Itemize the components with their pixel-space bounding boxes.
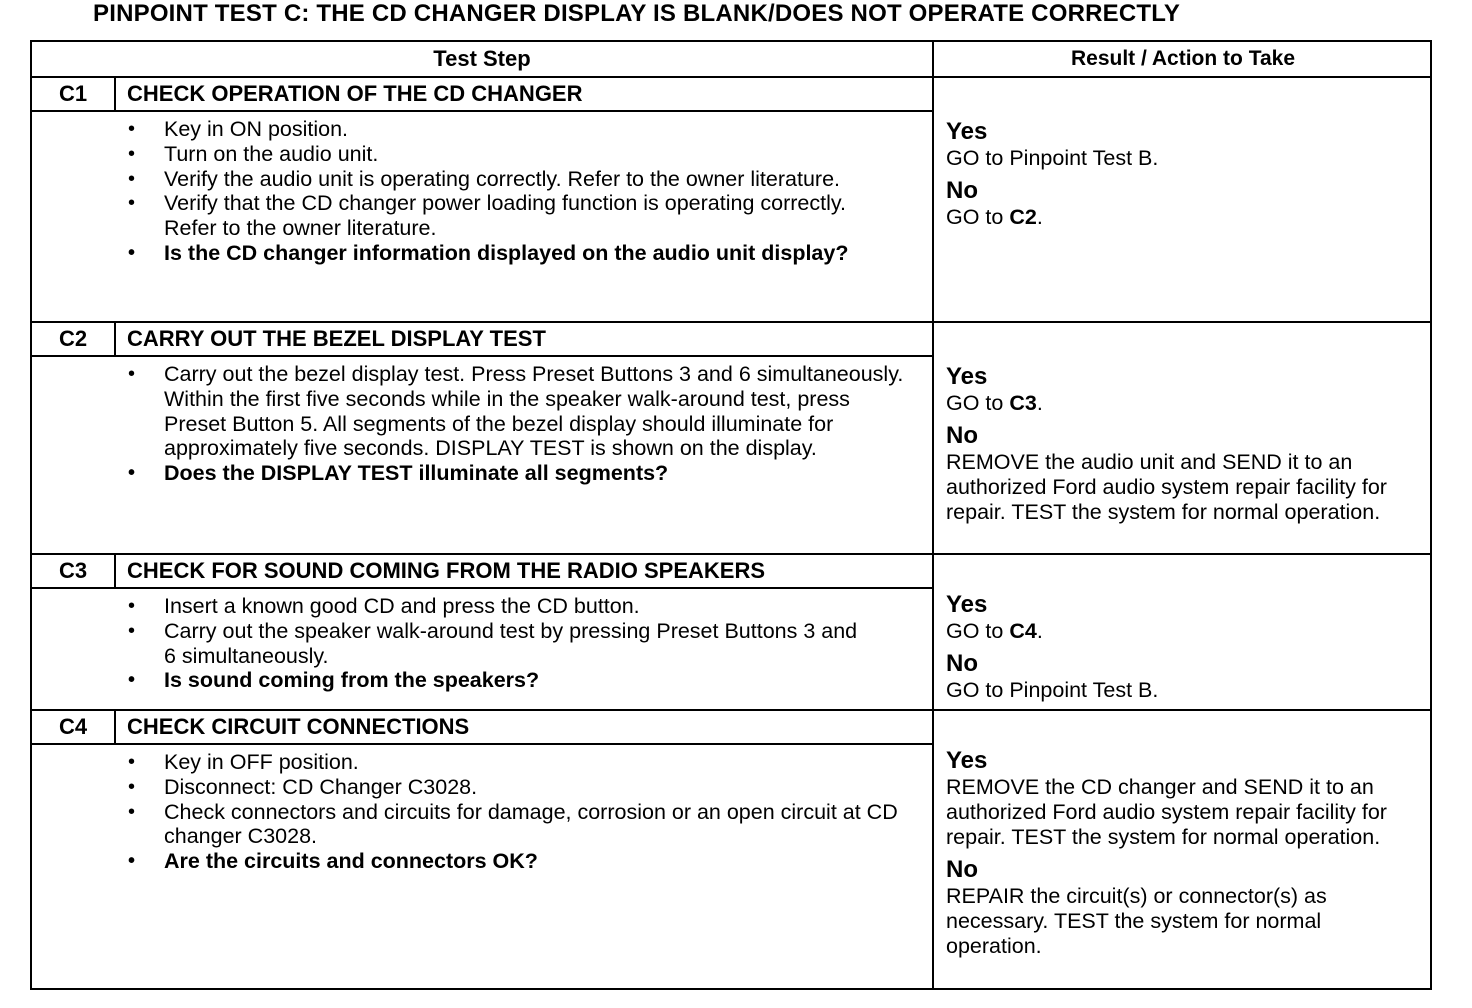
test-step-c2 (32, 323, 1432, 553)
step-result (934, 711, 1432, 988)
yes-action (946, 391, 1432, 416)
step-reference: C4 (1009, 619, 1037, 643)
step-question: • Does the DISPLAY TEST illuminate all segments? (124, 461, 932, 486)
no-label: No (946, 650, 978, 677)
yes-label: Yes (946, 591, 988, 618)
column-header-test-step: Test Step (32, 42, 934, 78)
pinpoint-test-table (30, 40, 1432, 990)
no-action: REPAIR the circuit(s) or connector(s) as necessary. TEST the system for normal operation. (946, 884, 1327, 958)
yes-label: Yes (946, 747, 988, 774)
step-result (934, 323, 1432, 553)
instruction-item: • Check connectors and circuits for damage, corrosion or an open circuit at CD changer C3028. (124, 800, 904, 850)
step-question: • Is the CD changer information displayed on the audio unit display? (124, 241, 884, 266)
no-label: No (946, 422, 978, 449)
instruction-item: • Carry out the bezel display test. Press Preset Buttons 3 and 6 simultaneously. Within the first five seconds while in the speaker walk-around test, press Preset Button 5. All segments of the bezel display should illuminate for approximately five seconds. DISPLAY TEST is shown on the display. (124, 362, 904, 461)
step-title: CHECK OPERATION OF THE CD CHANGER (127, 81, 583, 106)
yes-label: Yes (946, 363, 988, 390)
no-label: No (946, 177, 978, 204)
test-step-c4 (32, 711, 1432, 988)
action-text: . (1036, 205, 1043, 229)
instruction-item: • Insert a known good CD and press the CD button. (124, 594, 932, 619)
column-header-result: Result / Action to Take (934, 42, 1432, 78)
step-title: CHECK CIRCUIT CONNECTIONS (127, 714, 470, 739)
page-title: PINPOINT TEST C: THE CD CHANGER DISPLAY IS BLANK/DOES NOT OPERATE CORRECTLY (93, 0, 1181, 27)
instruction-item: • Verify that the CD changer power loading function is operating correctly. Refer to the owner literature. (124, 191, 884, 241)
no-action: REMOVE the audio unit and SEND it to an authorized Ford audio system repair facility for repair. TEST the system for normal operation. (946, 450, 1387, 524)
step-title: CHECK FOR SOUND COMING FROM THE RADIO SPEAKERS (127, 558, 766, 583)
instruction-item: • Verify the audio unit is operating correctly. Refer to the owner literature. (124, 167, 884, 192)
step-question: • Is sound coming from the speakers? (124, 668, 932, 693)
step-id: C3 (32, 555, 116, 587)
step-result (934, 78, 1432, 321)
test-step-c1 (32, 78, 1432, 321)
step-reference: C3 (1009, 391, 1037, 415)
step-header (32, 711, 934, 745)
step-header (32, 78, 934, 112)
no-label: No (946, 856, 978, 883)
step-header (32, 323, 934, 357)
instruction-item: • Key in OFF position. (124, 750, 932, 775)
action-text: GO to (946, 391, 1010, 415)
step-instructions (32, 112, 934, 321)
step-instructions (32, 589, 934, 709)
instruction-item: • Key in ON position. (124, 117, 932, 142)
action-text: . (1036, 391, 1043, 415)
instruction-item: • Disconnect: CD Changer C3028. (124, 775, 932, 800)
step-instructions (32, 745, 934, 988)
step-id: C2 (32, 323, 116, 355)
action-text: . (1036, 619, 1043, 643)
step-result (934, 555, 1432, 709)
step-title: CARRY OUT THE BEZEL DISPLAY TEST (127, 326, 546, 351)
step-id: C1 (32, 78, 116, 110)
yes-action (946, 619, 1432, 644)
yes-action: REMOVE the CD changer and SEND it to an authorized Ford audio system repair facility for repair. TEST the system for normal operation. (946, 775, 1387, 849)
no-action: GO to Pinpoint Test B. (946, 678, 1159, 702)
no-action (946, 205, 1432, 230)
yes-label: Yes (946, 118, 988, 145)
step-reference: C2 (1009, 205, 1037, 229)
step-header (32, 555, 934, 589)
step-instructions (32, 357, 934, 553)
action-text: GO to (946, 619, 1010, 643)
yes-action: GO to Pinpoint Test B. (946, 146, 1159, 170)
action-text: GO to (946, 205, 1010, 229)
test-step-c3 (32, 555, 1432, 709)
instruction-item: • Carry out the speaker walk-around test by pressing Preset Buttons 3 and 6 simultaneously. (124, 619, 864, 669)
step-question: • Are the circuits and connectors OK? (124, 849, 932, 874)
instruction-item: • Turn on the audio unit. (124, 142, 932, 167)
step-id: C4 (32, 711, 116, 743)
